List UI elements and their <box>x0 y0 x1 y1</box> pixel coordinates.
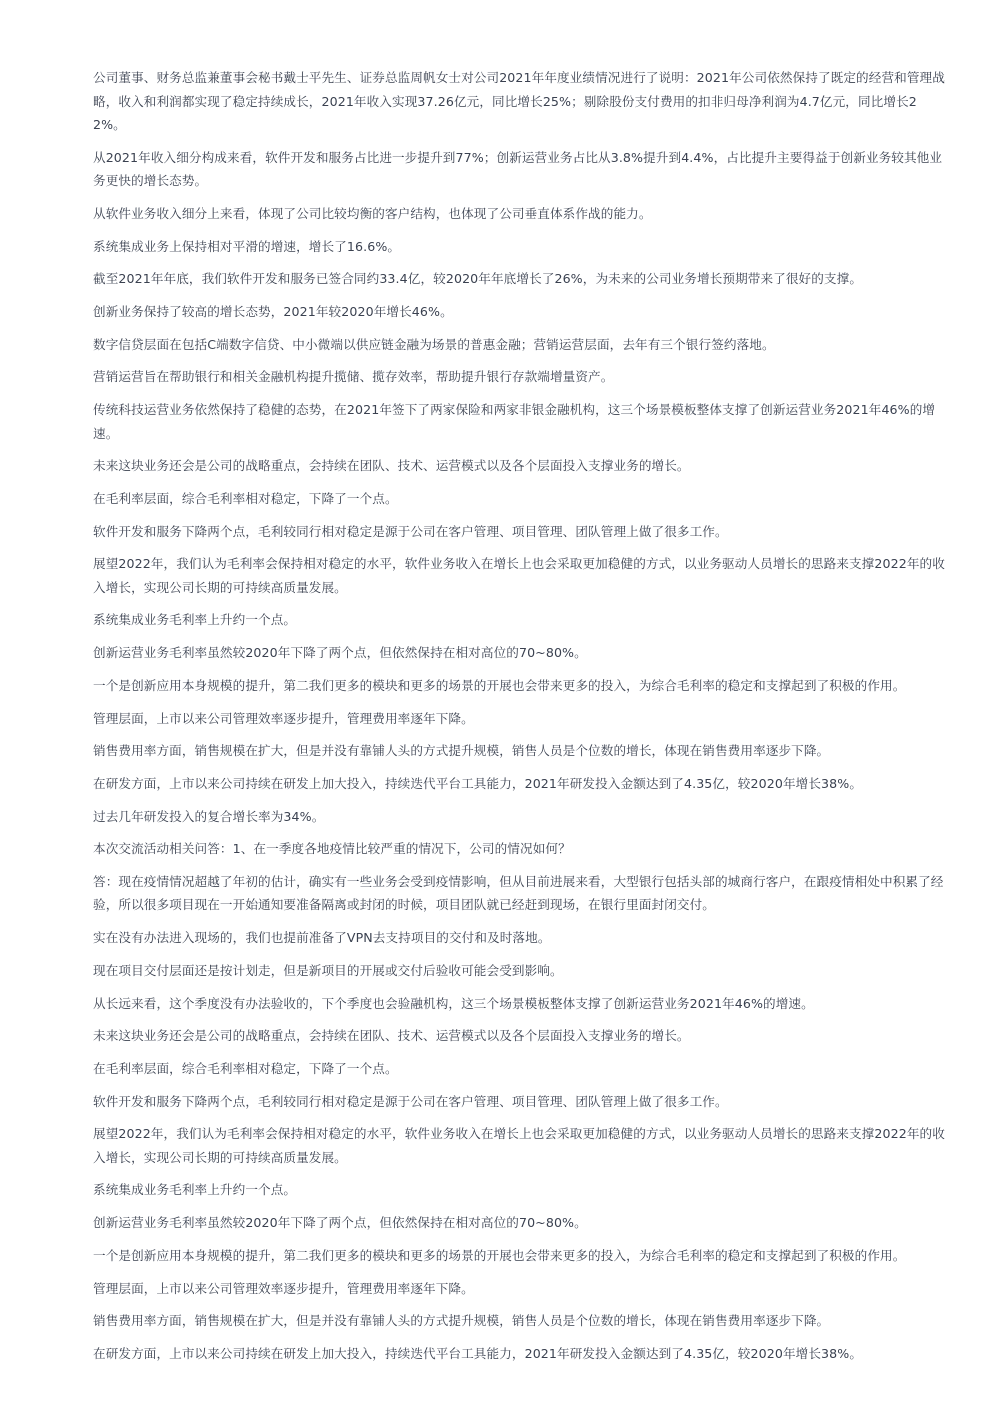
paragraph: 系统集成业务毛利率上升约一个点。 <box>93 1182 297 1198</box>
paragraph: 未来这块业务还会是公司的战略重点，会持续在团队、技术、运营模式以及各个层面投入支撑业务的增长。 <box>93 1028 690 1044</box>
paragraph: 系统集成业务上保持相对平滑的增速，增长了16.6%。 <box>93 238 401 254</box>
paragraph: 传统科技运营业务依然保持了稳健的态势，在2021年签下了两家保险和两家非银金融机构，这三个场景模板整体支撑了创新运营业务2021年46%的增速。 <box>93 402 936 441</box>
paragraph: 展望2022年，我们认为毛利率会保持相对稳定的水平，软件业务收入在增长上也会采取更加稳健的方式，以业务驱动人员增长的思路来支撑2022年的收入增长，实现公司长期的可持续高质量发展。 <box>93 556 945 595</box>
paragraph: 现在项目交付层面还是按计划走，但是新项目的开展或交付后验收可能会受到影响。 <box>93 962 563 978</box>
paragraph: 数字信贷层面在包括C端数字信贷、中小微端以供应链金融为场景的普惠金融；营销运营层面，去年有三个银行签约落地。 <box>93 336 775 352</box>
paragraph: 管理层面，上市以来公司管理效率逐步提升，管理费用率逐年下降。 <box>93 1280 474 1296</box>
paragraph: 管理层面，上市以来公司管理效率逐步提升，管理费用率逐年下降。 <box>93 710 474 726</box>
paragraph: 在毛利率层面，综合毛利率相对稳定，下降了一个点。 <box>93 490 398 506</box>
paragraph: 一个是创新应用本身规模的提升，第二我们更多的模块和更多的场景的开展也会带来更多的投入，为综合毛利率的稳定和支撑起到了积极的作用。 <box>93 677 906 693</box>
paragraph: 在毛利率层面，综合毛利率相对稳定，下降了一个点。 <box>93 1060 398 1076</box>
paragraph: 创新运营业务毛利率虽然较2020年下降了两个点，但依然保持在相对高位的70~80%。 <box>93 645 587 661</box>
question-heading: 本次交流活动相关问答：1、在一季度各地疫情比较严重的情况下，公司的情况如何？ <box>93 841 571 857</box>
paragraph: 展望2022年，我们认为毛利率会保持相对稳定的水平，软件业务收入在增长上也会采取更加稳健的方式，以业务驱动人员增长的思路来支撑2022年的收入增长，实现公司长期的可持续高质量发展。 <box>93 1126 945 1165</box>
paragraph: 创新业务保持了较高的增长态势，2021年较2020年增长46%。 <box>93 303 453 319</box>
paragraph: 销售费用率方面，销售规模在扩大，但是并没有靠铺人头的方式提升规模，销售人员是个位数的增长，体现在销售费用率逐步下降。 <box>93 1313 830 1329</box>
document-page <box>93 66 945 1375</box>
paragraph: 销售费用率方面，销售规模在扩大，但是并没有靠铺人头的方式提升规模，销售人员是个位数的增长，体现在销售费用率逐步下降。 <box>93 743 830 759</box>
paragraph: 未来这块业务还会是公司的战略重点，会持续在团队、技术、运营模式以及各个层面投入支撑业务的增长。 <box>93 458 690 474</box>
answer-paragraph: 答：现在疫情情况超越了年初的估计，确实有一些业务会受到疫情影响，但从目前进展来看，大型银行包括头部的城商行客户，在跟疫情相处中积累了经验，所以很多项目现在一开始通知要准备隔离或封闭的时候，项目团队就已经赶到现场，在银行里面封闭交付。 <box>93 873 944 913</box>
paragraph: 软件开发和服务下降两个点，毛利较同行相对稳定是源于公司在客户管理、项目管理、团队管理上做了很多工作。 <box>93 1093 728 1109</box>
paragraph: 在研发方面，上市以来公司持续在研发上加大投入，持续迭代平台工具能力，2021年研发投入金额达到了4.35亿，较2020年增长38%。 <box>93 1345 863 1361</box>
paragraph: 创新运营业务毛利率虽然较2020年下降了两个点，但依然保持在相对高位的70~80%。 <box>93 1215 587 1231</box>
paragraph: 截至2021年年底，我们软件开发和服务已签合同约33.4亿，较2020年年底增长了26%，为未来的公司业务增长预期带来了很好的支撑。 <box>93 271 863 287</box>
paragraph: 从软件业务收入细分上来看，体现了公司比较均衡的客户结构，也体现了公司垂直体系作战的能力。 <box>93 205 652 221</box>
paragraph: 过去几年研发投入的复合增长率为34%。 <box>93 808 325 824</box>
paragraph: 从2021年收入细分构成来看，软件开发和服务占比进一步提升到77%；创新运营业务占比从3.8%提升到4.4%，占比提升主要得益于创新业务较其他业务更快的增长态势。 <box>93 149 943 189</box>
paragraph: 软件开发和服务下降两个点，毛利较同行相对稳定是源于公司在客户管理、项目管理、团队管理上做了很多工作。 <box>93 523 728 539</box>
paragraph: 公司董事、财务总监兼董事会秘书戴士平先生、证券总监周帆女士对公司2021年年度业绩情况进行了说明：2021年公司依然保持了既定的经营和管理战略，收入和利润都实现了稳定持续成长，2021年收入实现37.26亿元，同比增长25%；剔除股份支付费用的扣非归母净利润为4.7亿元，同比增长22%。 <box>93 70 945 132</box>
paragraph: 从长远来看，这个季度没有办法验收的，下个季度也会验融机构，这三个场景模板整体支撑了创新运营业务2021年46%的增速。 <box>93 995 814 1011</box>
paragraph: 系统集成业务毛利率上升约一个点。 <box>93 612 297 628</box>
paragraph: 营销运营旨在帮助银行和相关金融机构提升揽储、揽存效率，帮助提升银行存款端增量资产。 <box>93 369 614 385</box>
paragraph: 在研发方面，上市以来公司持续在研发上加大投入，持续迭代平台工具能力，2021年研发投入金额达到了4.35亿，较2020年增长38%。 <box>93 775 863 791</box>
paragraph: 实在没有办法进入现场的，我们也提前准备了VPN去支持项目的交付和及时落地。 <box>93 930 551 946</box>
paragraph: 一个是创新应用本身规模的提升，第二我们更多的模块和更多的场景的开展也会带来更多的投入，为综合毛利率的稳定和支撑起到了积极的作用。 <box>93 1247 906 1263</box>
